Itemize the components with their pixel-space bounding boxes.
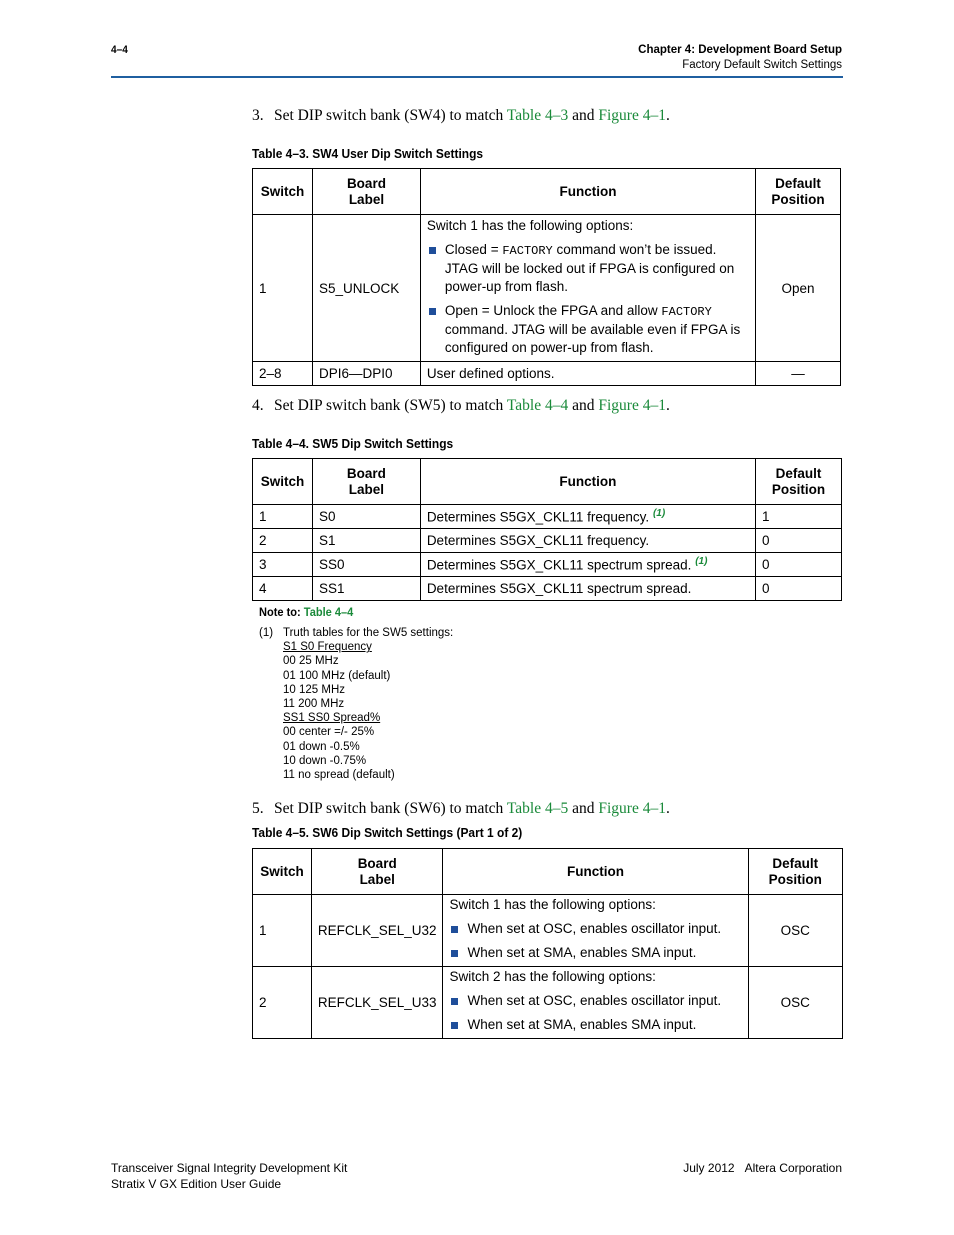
figure-4-1-link[interactable]: Figure 4–1 — [598, 397, 666, 414]
table-row — [253, 553, 842, 577]
footer-doc-subtitle: Stratix V GX Edition User Guide — [111, 1177, 282, 1191]
cell-default: 0 — [756, 577, 842, 601]
bullet-square-icon — [451, 950, 458, 957]
table-row — [253, 215, 841, 362]
table-4-4 — [252, 458, 842, 601]
cell-function: User defined options. — [420, 362, 755, 386]
footer-doc-title: Transceiver Signal Integrity Development Kit — [111, 1161, 348, 1175]
table-4-5 — [252, 848, 843, 1039]
cell-function: Determines S5GX_CKL11 frequency. — [420, 529, 755, 553]
table-row — [253, 577, 842, 601]
table-row — [253, 967, 843, 1039]
footnote-ref[interactable]: (1) — [695, 556, 708, 568]
table-4-5-caption: Table 4–5. SW6 Dip Switch Settings (Part 1 of 2) — [252, 825, 523, 840]
list-item: When set at OSC, enables oscillator input. — [449, 992, 741, 1010]
list-item: Closed = FACTORY command won’t be issued. JTAG will be locked out if FPGA is configured on power-up from flash. — [427, 241, 749, 296]
col-header-board-label: Board Label — [311, 849, 443, 895]
cell-switch: 2–8 — [253, 362, 313, 386]
cell-board-label: S5_UNLOCK — [312, 215, 420, 362]
table-4-5-link[interactable]: Table 4–5 — [506, 800, 569, 817]
cell-board-label: S1 — [312, 529, 420, 553]
col-header-switch: Switch — [253, 169, 313, 215]
cell-board-label: SS0 — [312, 553, 420, 577]
list-item: When set at SMA, enables SMA input. — [449, 1016, 741, 1034]
table-row — [253, 362, 841, 386]
footer-company: Altera Corporation — [744, 1161, 842, 1175]
bullet-square-icon — [429, 247, 436, 254]
table-header-row — [253, 459, 842, 505]
col-header-default: Default Position — [756, 169, 841, 215]
col-header-switch: Switch — [253, 459, 313, 505]
table-4-3-caption: Table 4–3. SW4 User Dip Switch Settings — [252, 146, 484, 161]
header-rule — [111, 76, 843, 78]
cell-function: Determines S5GX_CKL11 spectrum spread. — [420, 577, 755, 601]
cell-switch: 1 — [253, 215, 313, 362]
table-header-row — [253, 849, 843, 895]
table-row — [253, 529, 842, 553]
cell-default: 0 — [756, 553, 842, 577]
step-5: 5. Set DIP switch bank (SW6) to match Table 4–5 and Figure 4–1. — [252, 800, 670, 817]
cell-default: 1 — [756, 505, 842, 529]
bullet-square-icon — [429, 308, 436, 315]
table-row — [253, 505, 842, 529]
chapter-title: Chapter 4: Development Board Setup — [638, 44, 842, 56]
col-header-default: Default Position — [756, 459, 842, 505]
table-4-4-caption: Table 4–4. SW5 Dip Switch Settings — [252, 436, 454, 451]
cell-default: OSC — [748, 895, 842, 967]
table-row — [253, 895, 843, 967]
cell-switch: 2 — [253, 529, 313, 553]
cell-function: Switch 1 has the following options: Closed = FACTORY command won’t be issued. JTAG will be locked out if FPGA is configured on power-up from flash. Open = Unlock the FPGA and allow FACTORY command. JTAG will be available even if FPGA is configured on power-up from flash. — [420, 215, 755, 362]
cell-default: Open — [756, 215, 841, 362]
cell-switch: 2 — [253, 967, 312, 1039]
col-header-board-label: Board Label — [312, 459, 420, 505]
col-header-function: Function — [443, 849, 748, 895]
cell-board-label: DPI6—DPI0 — [312, 362, 420, 386]
cell-function: Determines S5GX_CKL11 frequency. $^{(1)}$ — [420, 505, 755, 529]
footer-right — [683, 1160, 842, 1176]
cell-function: Determines S5GX_CKL11 spectrum spread. $^{(1)}$ — [420, 553, 755, 577]
bullet-square-icon — [451, 926, 458, 933]
col-header-switch: Switch — [253, 849, 312, 895]
list-item: When set at SMA, enables SMA input. — [449, 944, 741, 962]
table-4-3-link[interactable]: Table 4–3 — [506, 107, 569, 124]
cell-board-label: REFCLK_SEL_U32 — [311, 895, 443, 967]
bullet-square-icon — [451, 998, 458, 1005]
table-4-3 — [252, 168, 841, 386]
step-3: 3. Set DIP switch bank (SW4) to match Table 4–3 and Figure 4–1. — [252, 107, 670, 124]
running-header — [638, 43, 842, 73]
cell-board-label: S0 — [312, 505, 420, 529]
footnote-ref[interactable]: (1) — [652, 508, 666, 520]
bullet-square-icon — [451, 1022, 458, 1029]
cell-board-label: SS1 — [312, 577, 420, 601]
footer-date: July 2012 — [683, 1161, 735, 1175]
cell-switch: 1 — [253, 895, 312, 967]
col-header-function: Function — [420, 459, 755, 505]
cell-function: Switch 2 has the following options: When set at OSC, enables oscillator input. When set at SMA, enables SMA input. — [443, 967, 748, 1039]
table-4-4-link[interactable]: Table 4–4 — [506, 397, 569, 414]
cell-switch: 1 — [253, 505, 313, 529]
cell-default: OSC — [748, 967, 842, 1039]
section-title: Factory Default Switch Settings — [682, 59, 842, 71]
figure-4-1-link[interactable]: Figure 4–1 — [598, 800, 666, 817]
step-4: 4. Set DIP switch bank (SW5) to match Table 4–4 and Figure 4–1. — [252, 397, 670, 414]
table-note: (1) Truth tables for the SW5 settings: S1 S0 Frequency 00 25 MHz 01 100 MHz (default) 10 125 MHz 11 200 MHz SS1 SS0 Spread% 00 center =/- 25% 01 down -0.5% 10 down -0.75% 11 no spread (default) — [259, 627, 454, 782]
col-header-board-label: Board Label — [312, 169, 420, 215]
table-note-title: Note to: Table 4–4 — [259, 605, 354, 619]
cell-board-label: REFCLK_SEL_U33 — [311, 967, 443, 1039]
footer-left — [111, 1160, 347, 1192]
col-header-default: Default Position — [748, 849, 842, 895]
table-4-4-note-link[interactable]: Table 4–4 — [303, 605, 354, 619]
list-item: Open = Unlock the FPGA and allow FACTORY command. JTAG will be available even if FPGA is configured on power-up from flash. — [427, 302, 749, 357]
figure-4-1-link[interactable]: Figure 4–1 — [598, 107, 666, 124]
cell-default: 0 — [756, 529, 842, 553]
table-header-row — [253, 169, 841, 215]
col-header-function: Function — [420, 169, 755, 215]
cell-switch: 3 — [253, 553, 313, 577]
cell-switch: 4 — [253, 577, 313, 601]
list-item: When set at OSC, enables oscillator input. — [449, 920, 741, 938]
cell-default: — — [756, 362, 841, 386]
cell-function: Switch 1 has the following options: When set at OSC, enables oscillator input. When set at SMA, enables SMA input. — [443, 895, 748, 967]
page-number: 4–4 — [111, 44, 128, 56]
